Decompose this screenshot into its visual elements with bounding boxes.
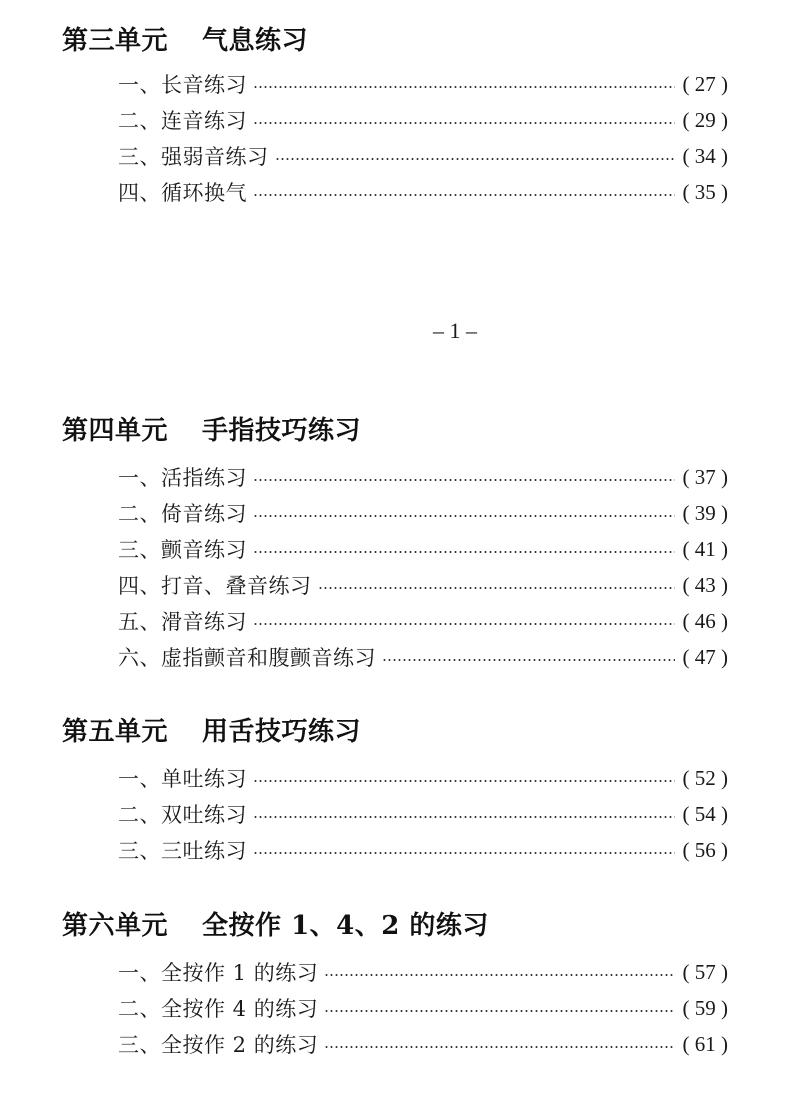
unit-number: 第五单元: [62, 717, 169, 747]
toc-entry-label: 四、打音、叠音练习: [118, 574, 312, 598]
dot-leader: [253, 479, 675, 481]
unit-subtitle: 手指技巧练习: [202, 416, 362, 446]
unit-subtitle: 气息练习: [202, 26, 309, 56]
toc-entry-label: 三、强弱音练习: [118, 145, 269, 169]
dot-leader: [253, 780, 675, 782]
toc-entry-label: 一、单吐练习: [118, 767, 247, 791]
toc-entry-label: 六、虚指颤音和腹颤音练习: [118, 646, 376, 670]
dot-leader: [253, 515, 675, 517]
toc-entry[interactable]: [118, 141, 728, 171]
toc-entry-label: 五、滑音练习: [118, 610, 247, 634]
unit-number: 第六单元: [62, 911, 169, 941]
toc-entry[interactable]: [118, 534, 728, 564]
dot-leader: [253, 122, 675, 124]
toc-entry-label: 一、活指练习: [118, 466, 247, 490]
toc-entry[interactable]: [118, 462, 728, 492]
toc-entry-page: ( 27 ): [682, 71, 728, 96]
unit-title: [62, 905, 489, 942]
toc-entry-label: 一、全按作 1 的练习: [118, 961, 319, 985]
toc-entry-page: ( 47 ): [682, 644, 728, 669]
toc-entry-page: ( 39 ): [682, 500, 728, 525]
toc-entry[interactable]: [118, 835, 728, 865]
dot-leader: [318, 587, 675, 589]
toc-entry-page: ( 54 ): [682, 801, 728, 826]
unit-subtitle: 用舌技巧练习: [202, 717, 362, 747]
toc-entry-label: 三、颤音练习: [118, 538, 247, 562]
toc-entry[interactable]: [118, 993, 728, 1023]
dot-leader: [324, 1046, 674, 1048]
page-number: – 1 –: [433, 318, 477, 343]
toc-entry-page: ( 52 ): [682, 765, 728, 790]
toc-entry-label: 二、连音练习: [118, 109, 247, 133]
toc-entry[interactable]: [118, 799, 728, 829]
toc-entry-page: ( 57 ): [682, 959, 728, 984]
toc-entry[interactable]: [118, 570, 728, 600]
toc-entry-page: ( 56 ): [682, 837, 728, 862]
toc-entry-page: ( 43 ): [682, 572, 728, 597]
toc-entry-label: 一、长音练习: [118, 73, 247, 97]
toc-entry[interactable]: [118, 763, 728, 793]
unit-number: 第四单元: [62, 416, 169, 446]
dot-leader: [253, 551, 675, 553]
toc-entry[interactable]: [118, 177, 728, 207]
toc-entry-page: ( 41 ): [682, 536, 728, 561]
toc-entry-page: ( 59 ): [682, 995, 728, 1020]
unit-number: 第三单元: [62, 26, 169, 56]
toc-entry-page: ( 61 ): [682, 1031, 728, 1056]
toc-entry-label: 三、全按作 2 的练习: [118, 1033, 319, 1057]
dot-leader: [324, 974, 674, 976]
dot-leader: [253, 852, 675, 854]
toc-entry-page: ( 37 ): [682, 464, 728, 489]
dot-leader: [324, 1010, 674, 1012]
unit-title: [62, 410, 361, 447]
toc-entry[interactable]: [118, 1029, 728, 1059]
unit-subtitle: 全按作 1、4、2 的练习: [202, 911, 489, 941]
toc-entry-page: ( 35 ): [682, 179, 728, 204]
unit-title: [62, 711, 361, 748]
unit-title: [62, 20, 308, 57]
toc-entry-label: 二、双吐练习: [118, 803, 247, 827]
toc-entry-label: 三、三吐练习: [118, 839, 247, 863]
toc-entry-label: 四、循环换气: [118, 181, 247, 205]
toc-entry[interactable]: [118, 642, 728, 672]
toc-entry[interactable]: [118, 606, 728, 636]
dot-leader: [275, 158, 675, 160]
dot-leader: [253, 194, 675, 196]
dot-leader: [253, 816, 675, 818]
toc-entry-label: 二、倚音练习: [118, 502, 247, 526]
toc-entry[interactable]: [118, 498, 728, 528]
dot-leader: [253, 86, 675, 88]
dot-leader: [253, 623, 675, 625]
toc-entry-label: 二、全按作 4 的练习: [118, 997, 319, 1021]
toc-entry-page: ( 29 ): [682, 107, 728, 132]
toc-entry[interactable]: [118, 957, 728, 987]
toc-entry-page: ( 46 ): [682, 608, 728, 633]
toc-entry[interactable]: [118, 105, 728, 135]
toc-entry[interactable]: [118, 69, 728, 99]
toc-entry-page: ( 34 ): [682, 143, 728, 168]
dot-leader: [382, 659, 675, 661]
